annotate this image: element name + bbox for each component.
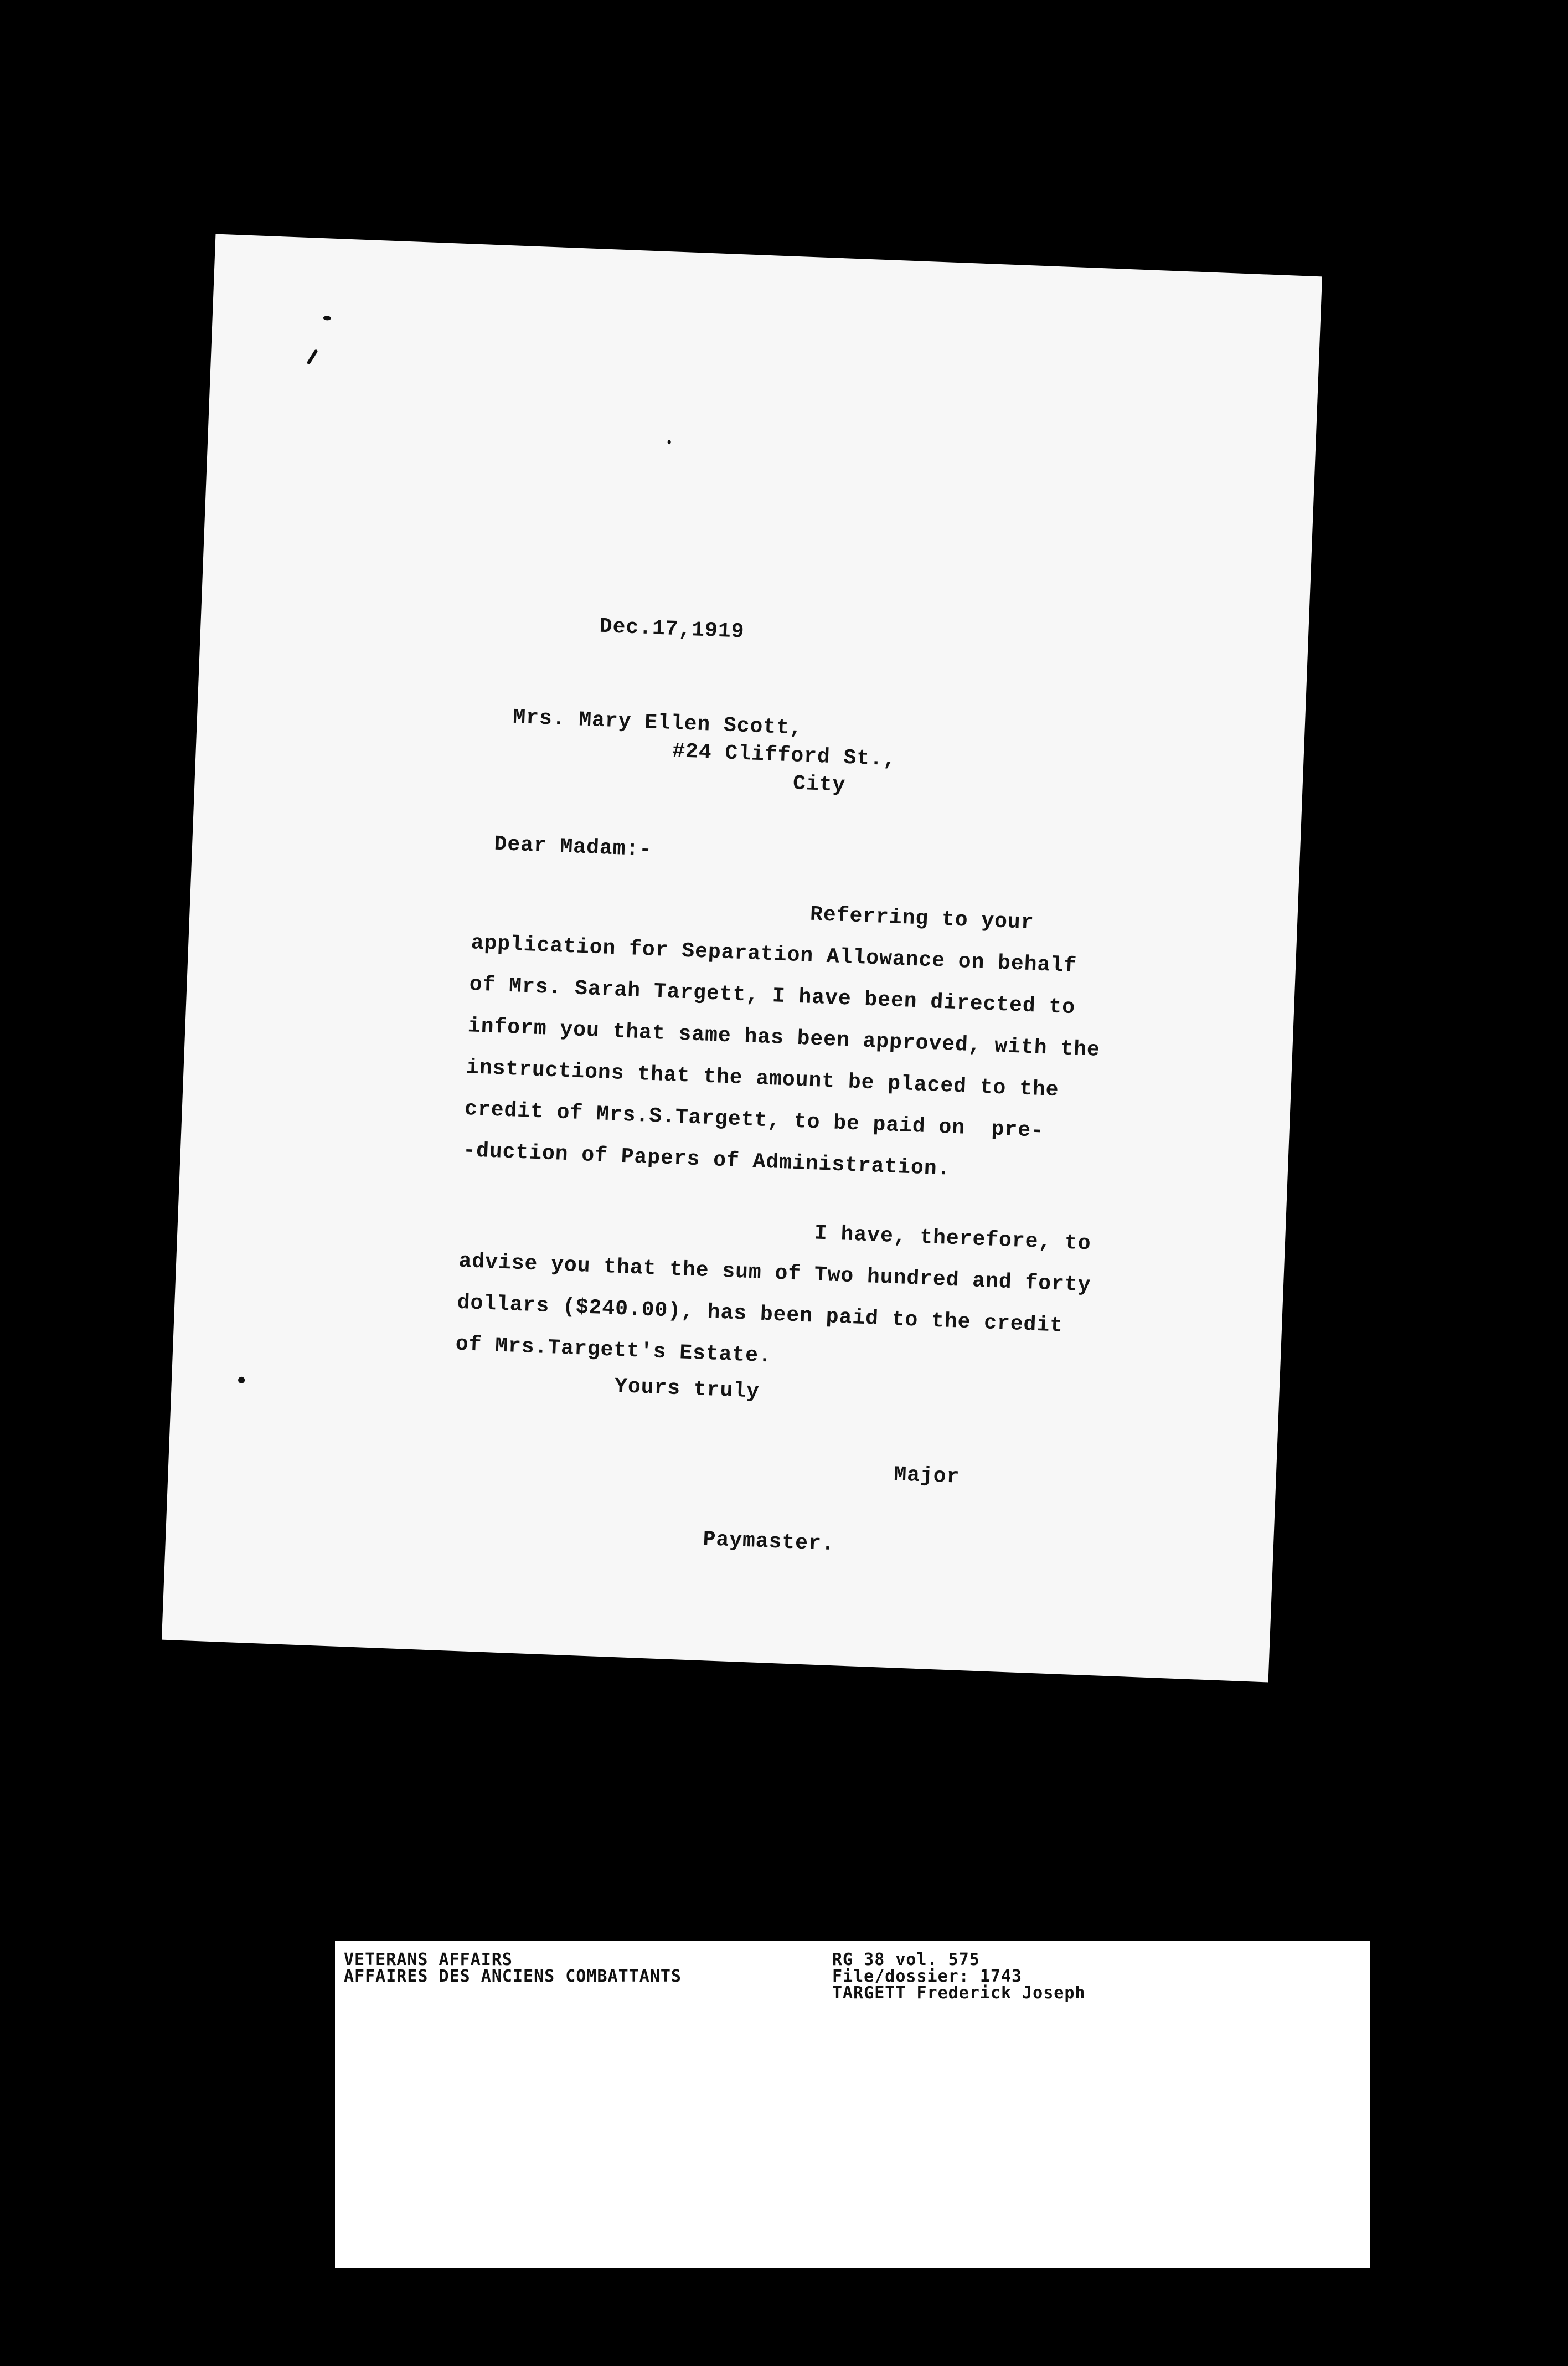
paragraph2-line: I have, therefore, to [814, 1221, 1092, 1256]
ink-speck [238, 1377, 245, 1383]
closing: Yours truly [614, 1374, 760, 1404]
address-line-street: #24 Clifford St., [672, 739, 897, 772]
paragraph2-line: dollars ($240.00), has been paid to the credit [456, 1290, 1064, 1338]
ink-speck [307, 349, 318, 365]
salutation: Dear Madam:- [493, 832, 653, 862]
paragraph1-line: of Mrs. Sarah Targett, I have been directed to [468, 973, 1076, 1020]
letter-page [162, 234, 1322, 1683]
ink-speck [323, 316, 331, 321]
paragraph1-line: Referring to your [809, 902, 1035, 935]
paragraph1-line: application for Separation Allowance on behalf [470, 931, 1077, 979]
signature-rank: Major [893, 1463, 961, 1489]
address-line-city: City [792, 771, 847, 798]
archive-label [335, 1941, 1370, 2268]
label-record-group: RG 38 vol. 575 [832, 1950, 980, 1969]
paragraph1-line: -duction of Papers of Administration. [462, 1138, 951, 1181]
paragraph2-line: of Mrs.Targett's Estate. [455, 1332, 772, 1369]
paragraph1-line: credit of Mrs.S.Targett, to be paid on pre- [464, 1097, 1045, 1144]
letter-date: Dec.17,1919 [599, 614, 745, 644]
ink-speck [668, 440, 671, 444]
paragraph1-line: inform you that same has been approved, with the [467, 1014, 1101, 1062]
label-department-fr: AFFAIRES DES ANCIENS COMBATTANTS [344, 1967, 682, 1986]
label-file-number: File/dossier: 1743 [832, 1967, 1023, 1986]
paragraph1-line: instructions that the amount be placed to the [466, 1056, 1060, 1103]
label-subject-name: TARGETT Frederick Joseph [832, 1983, 1086, 2003]
signature-title: Paymaster. [702, 1527, 835, 1557]
paragraph2-line: advise you that the sum of Two hundred and forty [458, 1249, 1092, 1298]
label-department-en: VETERANS AFFAIRS [344, 1950, 513, 1969]
address-line-name: Mrs. Mary Ellen Scott, [512, 705, 803, 740]
